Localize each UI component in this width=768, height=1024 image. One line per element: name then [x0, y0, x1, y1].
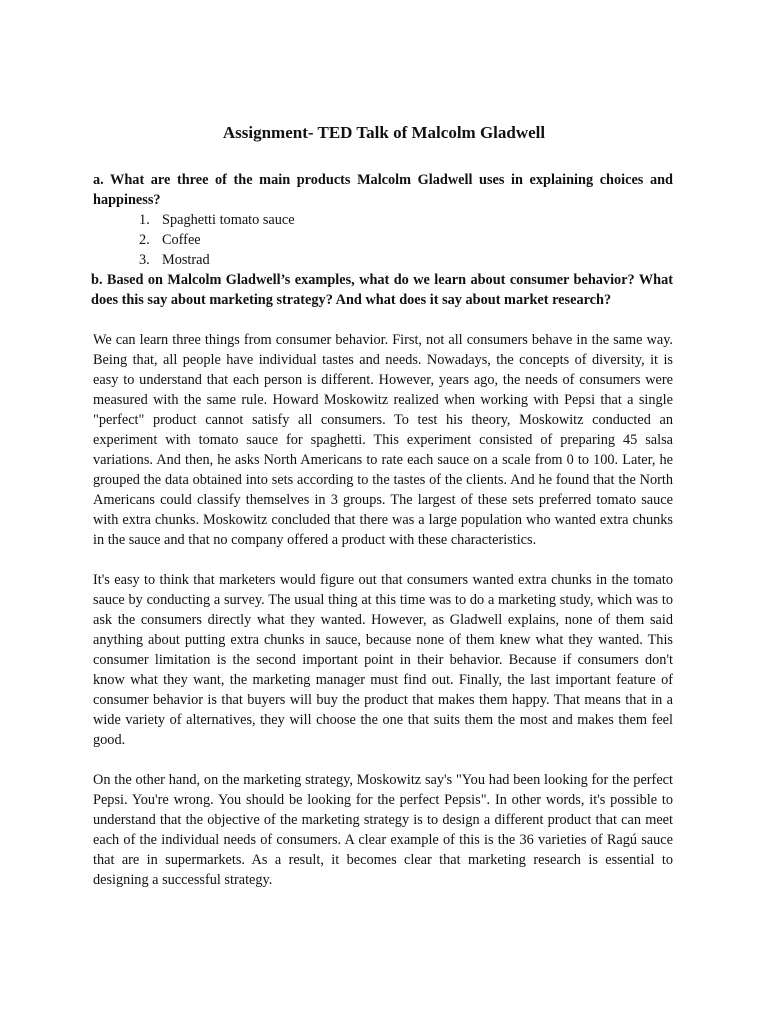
list-number: 3. [139, 252, 150, 268]
answer-list [139, 210, 673, 270]
document-body [93, 170, 673, 910]
list-text: Coffee [162, 232, 201, 248]
question-b: b. Based on Malcolm Gladwell’s examples, what do we learn about consumer behavior? What does this say about marketing strategy? And what does it say about market research? [91, 272, 673, 308]
list-item [139, 210, 673, 230]
list-number: 2. [139, 232, 150, 248]
paragraph-3: On the other hand, on the marketing strategy, Moskowitz say's "You had been looking for the perfect Pepsi. You're wrong. You should be looking for the perfect Pepsis". In other words, it's possible to understand that the objective of the marketing strategy is to design a different product that can meet each of the individual needs of consumers. A clear example of this is the 36 varieties of Ragú sauce that are in supermarkets. As a result, it becomes clear that marketing research is essential to designing a successful strategy. [93, 772, 673, 888]
list-item [139, 230, 673, 250]
spacer [93, 310, 673, 330]
paragraph-2: It's easy to think that marketers would figure out that consumers wanted extra chunks in the tomato sauce by conducting a survey. The usual thing at this time was to do a marketing study, which was to ask the consumers directly what they wanted. However, as Gladwell explains, none of them said anything about putting extra chunks in sauce, because none of them knew what they wanted. This consumer limitation is the second important point in their behavior. Because if consumers don't know what they want, the marketing manager must find out. Finally, the last important feature of consumer behavior is that buyers will buy the product that makes them happy. That means that in a wide variety of alternatives, they will choose the one that suits them the most and makes them feel good. [93, 572, 673, 748]
question-a: a. What are three of the main products Malcolm Gladwell uses in explaining choices and happiness? [93, 172, 673, 208]
document-title: Assignment- TED Talk of Malcolm Gladwell [222, 123, 546, 142]
list-item [139, 250, 673, 270]
list-text: Spaghetti tomato sauce [162, 212, 295, 228]
list-text: Mostrad [162, 252, 210, 268]
list-number: 1. [139, 212, 150, 228]
paragraph-1: We can learn three things from consumer behavior. First, not all consumers behave in the same way. Being that, all people have individual tastes and needs. Nowadays, the concepts of diversity, it is easy to understand that each person is different. However, years ago, the needs of consumers were measured with the same rule. Howard Moskowitz realized when working with Pepsi that a single "perfect" product cannot satisfy all consumers. To test his theory, Moskowitz conducted an experiment with tomato sauce for spaghetti. This experiment consisted of preparing 45 salsa variations. And then, he asks North Americans to rate each sauce on a scale from 0 to 100. Later, he grouped the data obtained into sets according to the tastes of the clients. And he found that the North Americans could classify themselves in 3 groups. The largest of these sets preferred tomato sauce with extra chunks. Moskowitz concluded that there was a large population who wanted extra chunks in the sauce and that no company offered a product with these characteristics. [93, 332, 673, 548]
